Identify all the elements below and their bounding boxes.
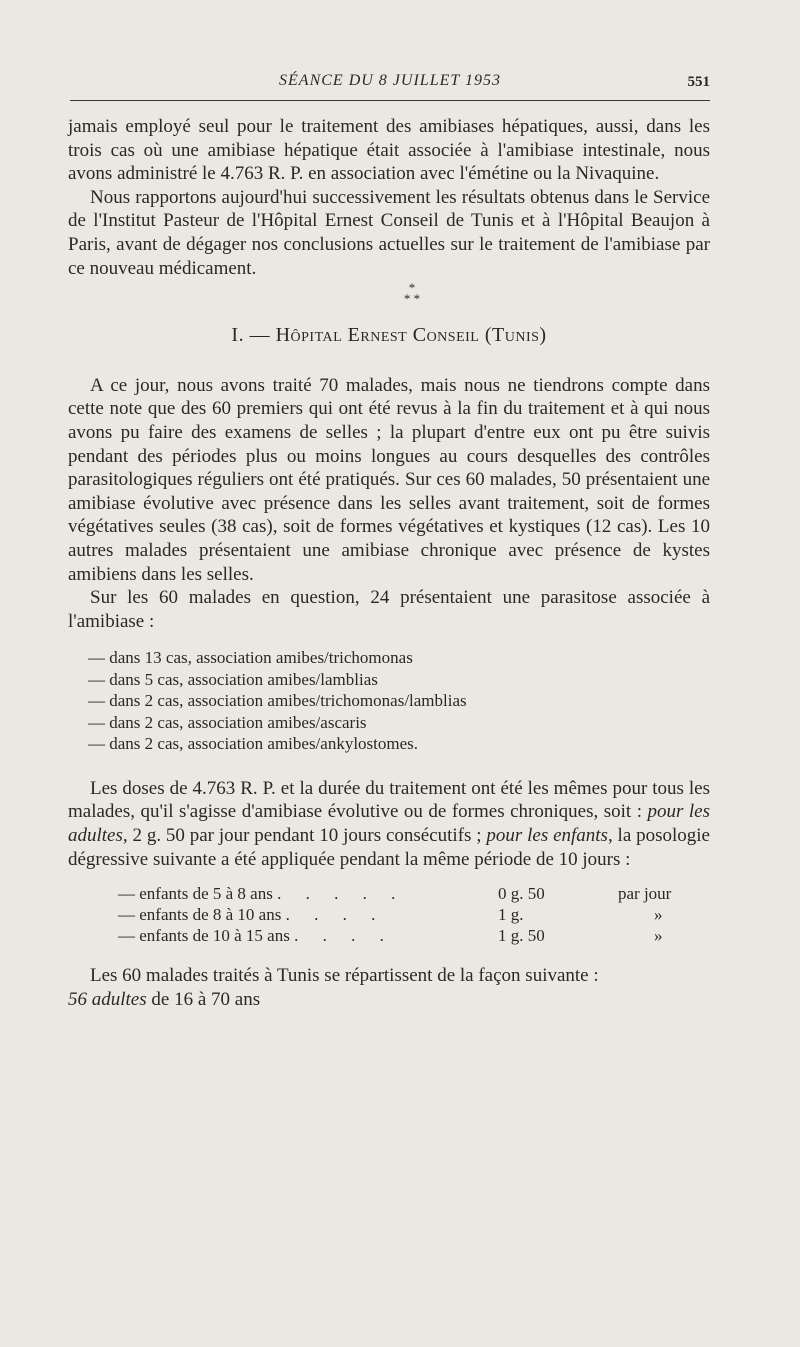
text-span: Les doses de 4.763 R. P. et la durée du traitement ont été les mêmes pour tous les malades, qu'il s'agisse d'amibiase évolutive ou de formes chroniques, soit : xyxy=(68,777,710,823)
body-paragraph-2: Sur les 60 malades en question, 24 présentaient une parasitose associée à l'amibiase : xyxy=(68,587,710,632)
page-number: 551 xyxy=(687,74,710,90)
emphasis-adults: pour les adultes xyxy=(68,801,711,846)
page-header xyxy=(70,72,710,96)
dosage-row xyxy=(118,883,710,904)
list-item: — dans 2 cas, association amibes/trichomonas/lamblias xyxy=(88,691,467,711)
dosage-unit: » xyxy=(654,905,663,925)
section-title: I. — Hôpital Ernest Conseil (Tunis) xyxy=(231,324,547,347)
association-list xyxy=(88,647,710,755)
text-span: de 16 à 70 ans xyxy=(146,988,261,1010)
list-item: — dans 5 cas, association amibes/lamblias xyxy=(88,669,378,689)
dosage-label: — enfants de 5 à 8 ans . . . . . xyxy=(118,884,406,904)
body-paragraph-4: Les 60 malades traités à Tunis se répartissent de la façon suivante : xyxy=(90,965,599,987)
list-item: — dans 2 cas, association amibes/ankylostomes. xyxy=(88,734,419,754)
dosage-value: 1 g. xyxy=(498,905,524,925)
emphasis-adults-count: 56 adultes xyxy=(68,988,147,1010)
intro-paragraph-1: jamais employé seul pour le traitement des amibiases hépatiques, aussi, dans les trois cas où une amibiase hépatique était associée à l'amibiase intestinale, nous avons administré le 4.763 R. P. en association avec l'émétine ou la Nivaquine. xyxy=(68,116,710,185)
text-span: , la posologie dégressive suivante a été appliquée pendant la même période de 10 jours : xyxy=(68,824,710,870)
body-paragraph-5 xyxy=(68,988,710,1012)
list-item: — dans 2 cas, association amibes/ascaris xyxy=(88,712,367,732)
list-item: — dans 13 cas, association amibes/trichomonas xyxy=(88,648,413,668)
section-separator xyxy=(68,280,710,307)
page-body xyxy=(68,115,710,1011)
dosage-label: — enfants de 8 à 10 ans . . . . xyxy=(118,905,386,925)
dosage-unit: » xyxy=(654,926,663,946)
separator-star-bottom: * * xyxy=(403,291,421,307)
text-span: , 2 g. 50 par jour pendant 10 jours consécutifs ; xyxy=(122,824,487,846)
body-paragraph-1: A ce jour, nous avons traité 70 malades, mais nous ne tiendrons compte dans cette note que des 60 premiers qui ont été revus à la fin du traitement et à qui nous avons pu faire des examens de selles ; la plupart d'entre eux ont pu être suivis pendant des périodes plus ou moins longues au cours desquelles des contrôles parasitologiques réguliers ont été pratiqués. Sur ces 60 malades, 50 présentaient une amibiase évolutive avec présence dans les selles avant traitement, soit de formes végétatives seules (38 cas), soit de formes végétatives et kystiques (12 cas). Les 10 autres malades présentaient une amibiase chronique avec présence de kystes amibiens dans les selles. xyxy=(68,374,710,585)
dosage-row xyxy=(118,904,710,925)
running-title: SÉANCE DU 8 JUILLET 1953 xyxy=(279,72,501,89)
separator-star-top: * xyxy=(408,280,416,296)
header-rule xyxy=(70,100,710,101)
dosage-unit: par jour xyxy=(618,884,672,904)
dosage-row xyxy=(118,925,710,946)
intro-paragraph-2: Nous rapportons aujourd'hui successivement les résultats obtenus dans le Service de l'Institut Pasteur de l'Hôpital Ernest Conseil de Tunis et à l'Hôpital Beaujon à Paris, avant de dégager nos conclusions actuelles sur le traitement de l'amibiase par ce nouveau médicament. xyxy=(68,186,710,279)
dosage-label: — enfants de 10 à 15 ans . . . . xyxy=(118,926,394,946)
dosage-list xyxy=(118,883,710,946)
emphasis-children: pour les enfants xyxy=(486,824,608,846)
dosage-value: 0 g. 50 xyxy=(498,884,545,904)
dosage-value: 1 g. 50 xyxy=(498,926,545,946)
body-paragraph-3 xyxy=(68,777,710,871)
